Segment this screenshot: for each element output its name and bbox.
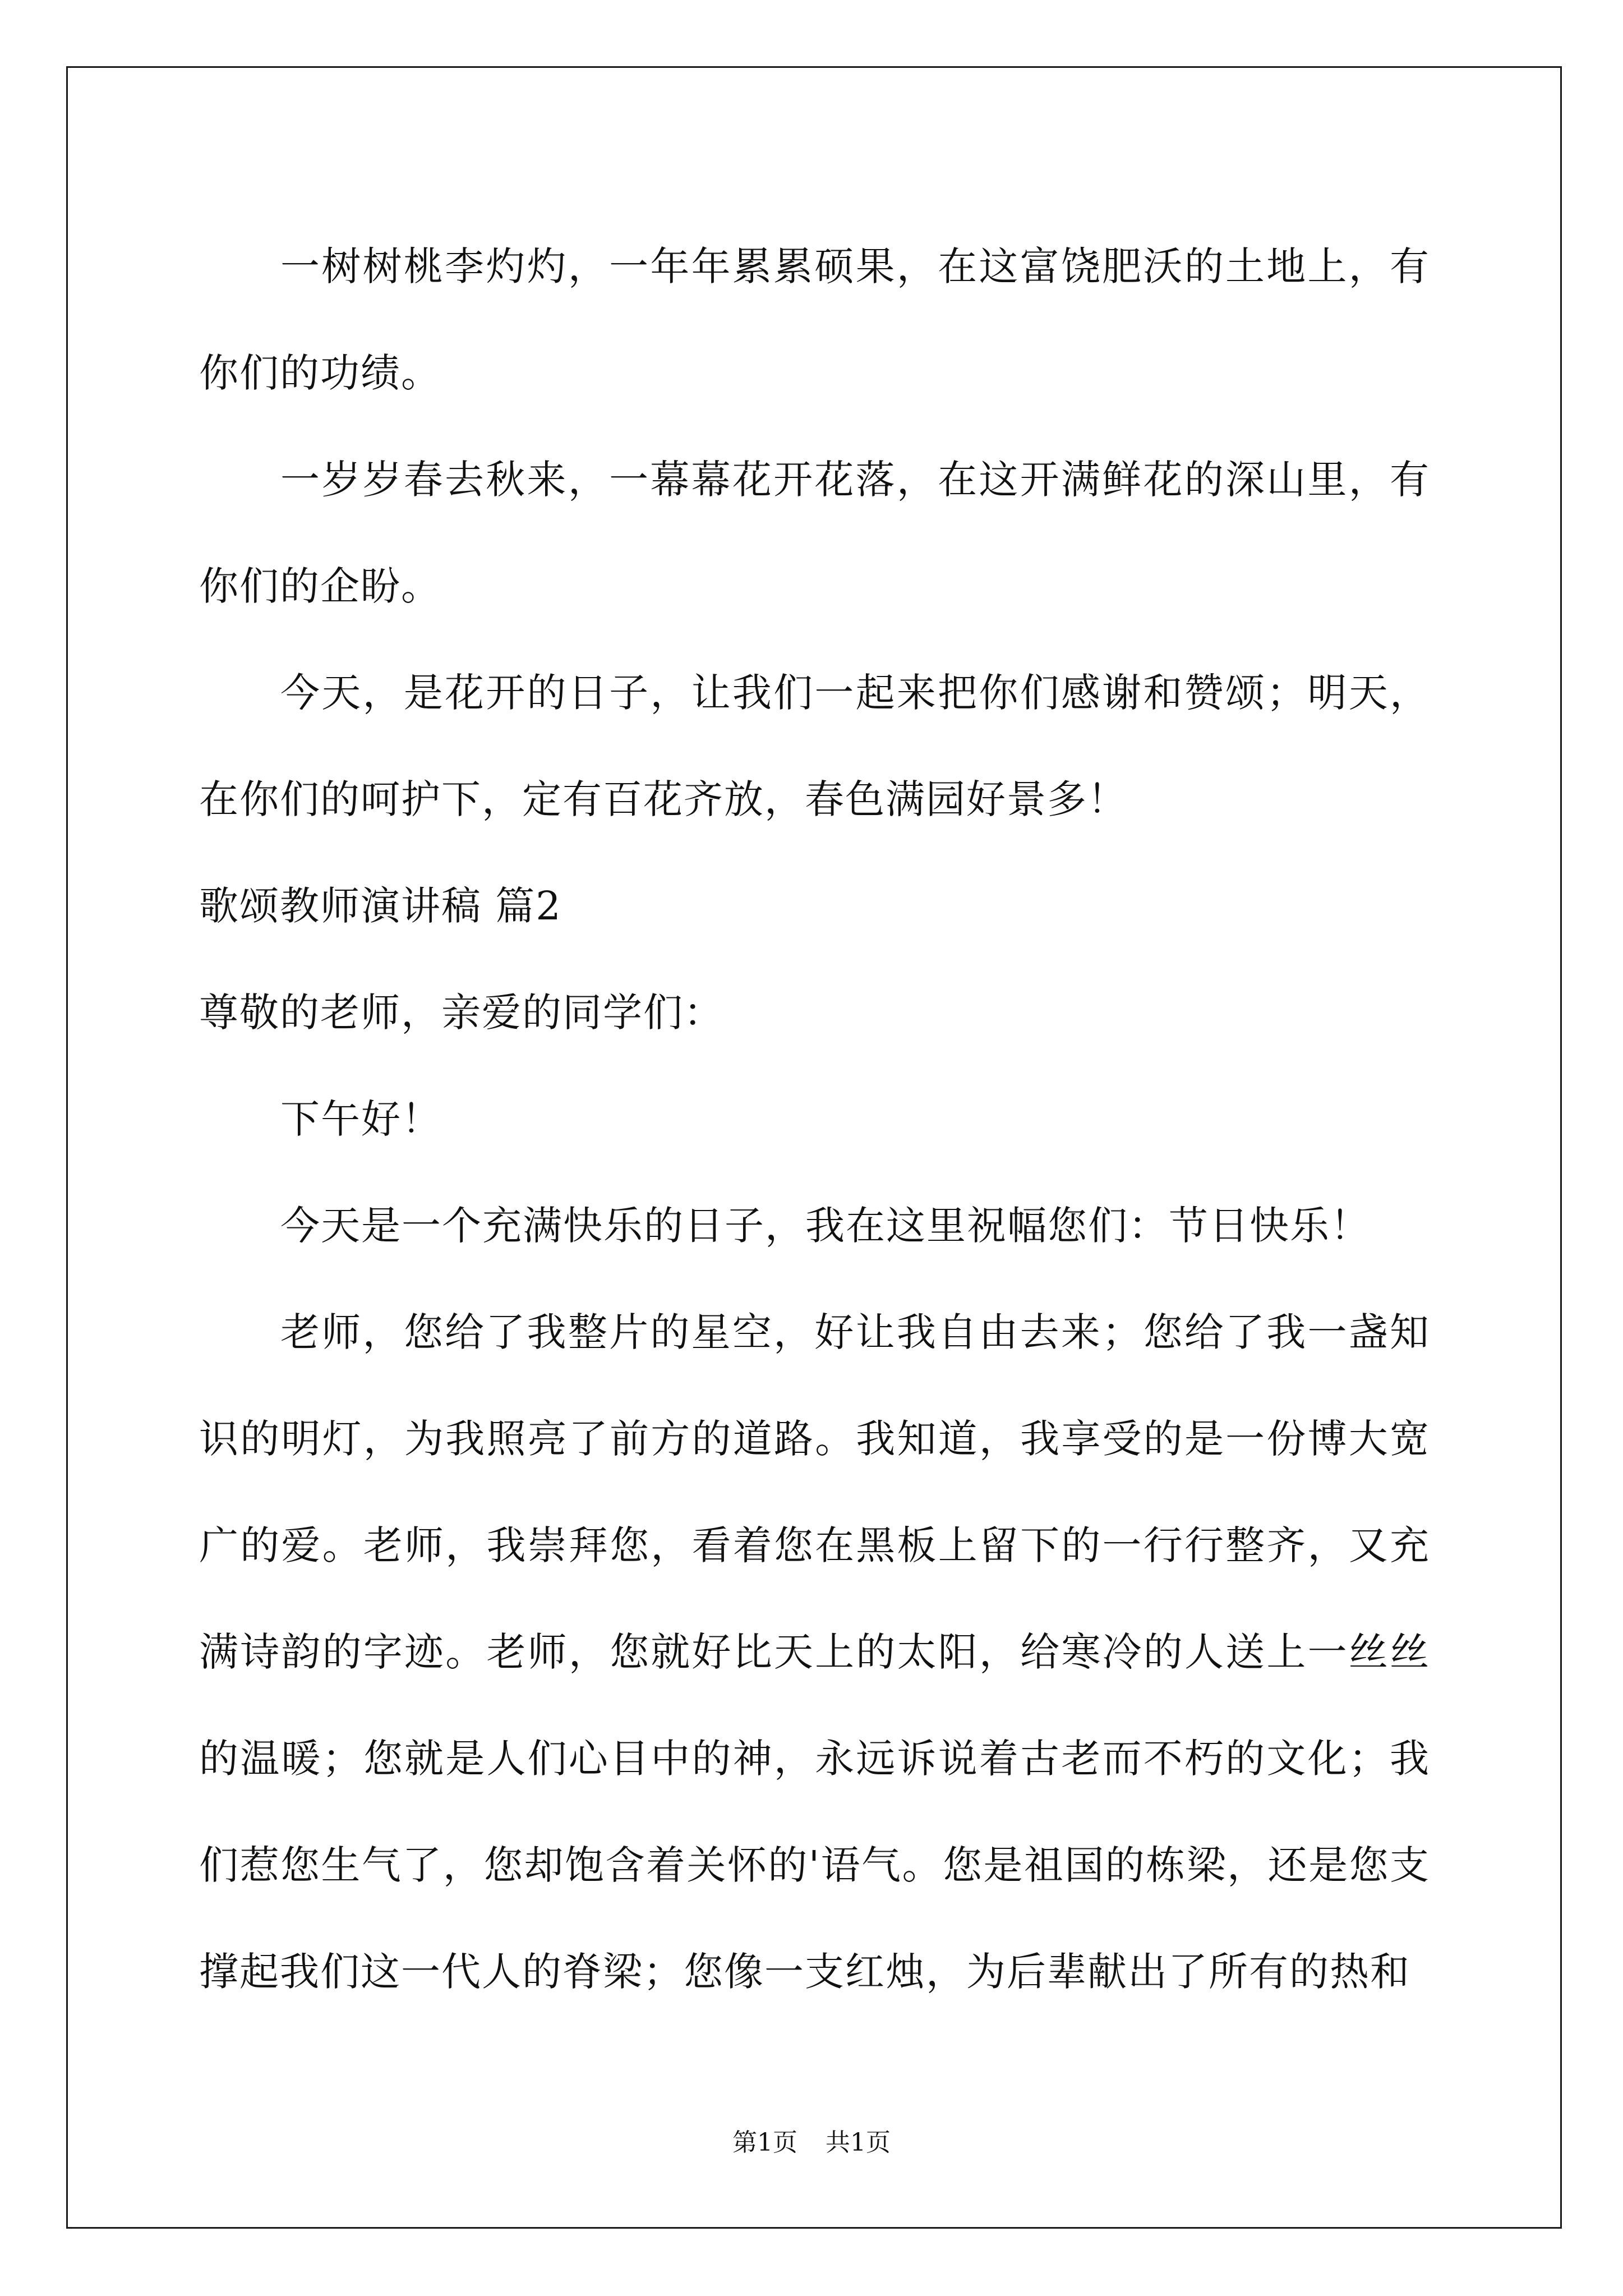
page-footer xyxy=(0,2122,1623,2158)
document-body xyxy=(199,213,1430,2025)
paragraph-2: 一岁岁春去秋来，一幕幕花开花落，在这开满鲜花的深山里，有你们的企盼。 xyxy=(199,457,1430,609)
paragraph-1: 一树树桃李灼灼，一年年累累硕果，在这富饶肥沃的土地上，有你们的功绩。 xyxy=(199,243,1430,396)
paragraph-5: 老师，您给了我整片的星空，好让我自由去来；您给了我一盏知识的明灯，为我照亮了前方的道路。我知道，我享受的是一份博大宽广的爱。老师，我崇拜您，看着您在黑板上留下的一行行整齐，又充满诗韵的字迹。老师，您就好比天上的太阳，给寒冷的人送上一丝丝的温暖；您就是人们心目中的神，永远诉说着古老而不朽的文化；我们惹您生气了，您却饱含着关怀的'语气。您是祖国的栋梁，还是您支撑起我们这一代人的脊梁；您像一支红烛，为后辈献出了所有的热和 xyxy=(199,1309,1430,1995)
greeting: 下午好！ xyxy=(280,1096,442,1142)
section-heading: 歌颂教师演讲稿 篇2 xyxy=(199,883,562,929)
paragraph-3: 今天，是花开的日子，让我们一起来把你们感谢和赞颂；明天，在你们的呵护下，定有百花齐放，春色满园好景多！ xyxy=(199,670,1430,822)
salutation: 尊敬的老师，亲爱的同学们： xyxy=(199,990,724,1036)
paragraph-4: 今天是一个充满快乐的日子，我在这里祝幅您们：节日快乐！ xyxy=(280,1203,1371,1249)
page-total: 共1页 xyxy=(826,2128,891,2157)
page-number: 第1页 xyxy=(732,2128,797,2157)
